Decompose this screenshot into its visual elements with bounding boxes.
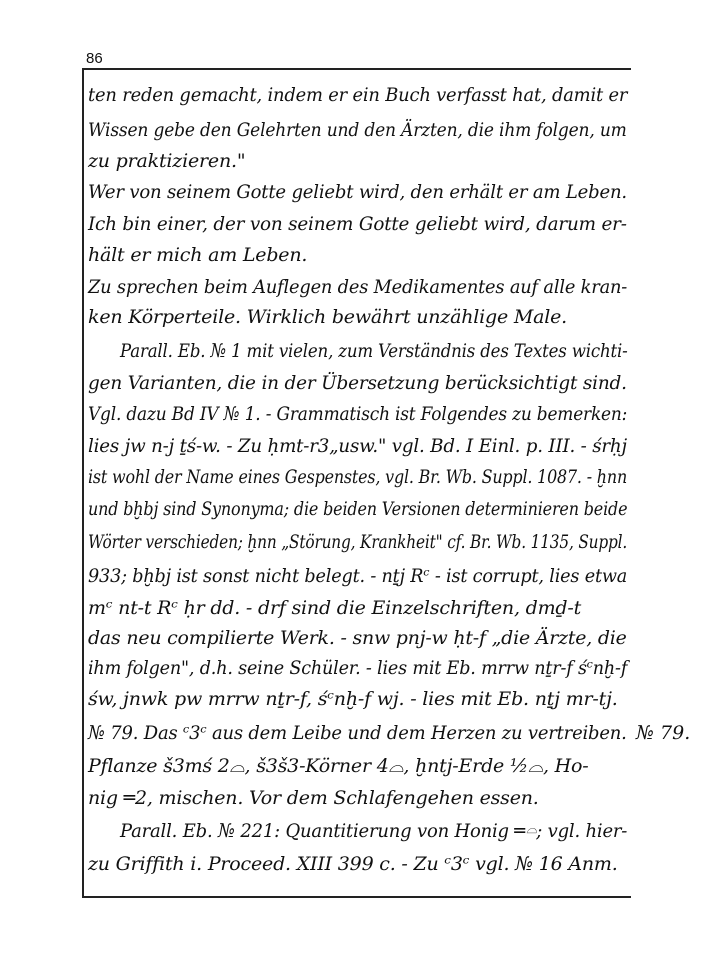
text-line: Vgl. dazu Bd IV № 1. - Grammatisch ist Folgendes zu bemerken: [88, 403, 628, 425]
text-line: ist wohl der Name eines Gespenstes, vgl. Br. Wb. Suppl. 1087. - ḫnn [88, 466, 628, 488]
text-line: św, jnwk pw mrrw nṯr-f, śᶜnḫ-f wj. - lies mit Eb. nṯj mr-tj. [88, 688, 618, 710]
text-line: ken Körperteile. Wirklich bewährt unzählige Male. [88, 306, 568, 328]
text-line: hält er mich am Leben. [88, 244, 308, 266]
text-line: Zu sprechen beim Auflegen des Medikamentes auf alle kran- [88, 276, 628, 298]
text-line: Pflanze š3mś 2⌓, š3š3-Körner 4⌓, ḫntj-Erde ½⌓, Ho- [88, 755, 589, 777]
text-line: Wer von seinem Gotte geliebt wird, den erhält er am Leben. [88, 181, 627, 203]
text-line: Wörter verschieden; ḫnn „Störung, Krankheit" cf. Br. Wb. 1135, Suppl. [88, 531, 628, 553]
text-line: nig ═2, mischen. Vor dem Schlafengehen essen. [88, 787, 539, 809]
text-line: Parall. Eb. № 221: Quantitierung von Honig ═𓏏; vgl. hier- [120, 820, 628, 842]
text-line: ihm folgen", d.h. seine Schüler. - lies mit Eb. mrrw nṯr-f śᶜnḫ-f [88, 657, 628, 679]
text-line: und bḫbj sind Synonyma; die beiden Versionen determinieren beide [88, 498, 628, 520]
text-line: Ich bin einer, der von seinem Gotte geliebt wird, darum er- [88, 213, 627, 235]
text-line: ten reden gemacht, indem er ein Buch verfasst hat, damit er [88, 84, 628, 106]
text-line: mᶜ nt-t Rᶜ ḥr dd. - drf sind die Einzelschriften, dmḏ-t [88, 597, 582, 619]
text-line: das neu compilierte Werk. - snw pnj-w ḥt-f „die Ärzte, die [88, 627, 627, 649]
page-number: 86 [86, 50, 103, 67]
margin-note: № 79. [636, 722, 691, 744]
text-line: zu praktizieren." [88, 150, 246, 172]
text-line: № 79. Das ᶜ3ᶜ aus dem Leibe und dem Herzen zu vertreiben. [88, 722, 627, 744]
text-line: Wissen gebe den Gelehrten und den Ärzten, die ihm folgen, um [88, 119, 627, 141]
text-line: Parall. Eb. № 1 mit vielen, zum Verständnis des Textes wichti- [120, 340, 628, 362]
text-line: lies jw n-j ṯś-w. - Zu ḥmt-r3„usw." vgl. Bd. I Einl. p. III. - śrḥj [88, 435, 627, 457]
text-line: 933; bḫbj ist sonst nicht belegt. - nṯj Rᶜ - ist corrupt, lies etwa [88, 565, 628, 587]
text-line: zu Griffith i. Proceed. XIII 399 c. - Zu ᶜ3ᶜ vgl. № 16 Anm. [88, 853, 618, 875]
text-line: gen Varianten, die in der Übersetzung berücksichtigt sind. [88, 372, 627, 394]
